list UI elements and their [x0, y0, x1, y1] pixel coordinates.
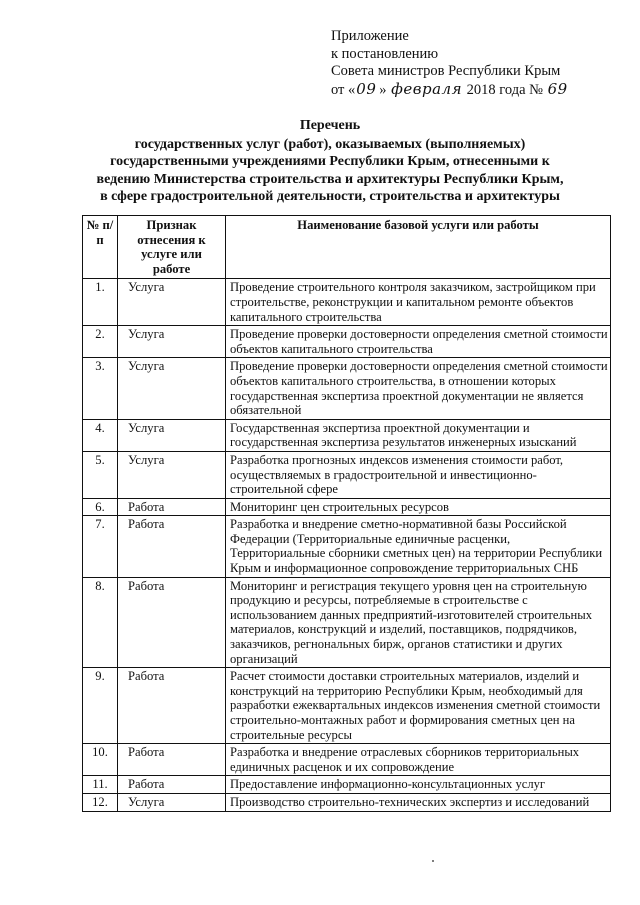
row-number: 10. — [83, 744, 118, 776]
council-name: Совета министров Республики Крым — [331, 63, 561, 79]
table-row — [83, 498, 611, 516]
handwritten-month: февраля — [391, 79, 463, 98]
row-number: 3. — [83, 358, 118, 419]
row-kind: Услуга — [118, 358, 226, 419]
row-name: Проведение проверки достоверности определения сметной стоимости объектов капитального строительства — [226, 326, 611, 358]
services-table — [82, 215, 611, 812]
row-kind: Работа — [118, 776, 226, 794]
title-line-1: государственных услуг (работ), оказываемых (выполняемых) — [134, 136, 526, 152]
date-quote-close: » — [379, 81, 391, 98]
row-number: 6. — [83, 498, 118, 516]
row-name: Государственная экспертиза проектной документации и государственная экспертиза результатов инженерных изысканий — [226, 419, 611, 451]
row-name: Разработка и внедрение сметно-нормативной базы Российской Федерации (Территориальные единичные расценки, Территориальные сборники сметных цен) на территории Республики Крым и информационное сопровождение территориальных СНБ — [226, 516, 611, 577]
row-name: Производство строительно-технических экспертиз и исследований — [226, 793, 611, 811]
table-row — [83, 451, 611, 498]
row-number: 11. — [83, 776, 118, 794]
table-row — [83, 793, 611, 811]
row-name: Предоставление информационно-консультационных услуг — [226, 776, 611, 794]
title-line-3: ведению Министерства строительства и архитектуры Республики Крым, — [96, 171, 564, 187]
row-number: 4. — [83, 419, 118, 451]
row-name: Мониторинг цен строительных ресурсов — [226, 498, 611, 516]
row-number: 7. — [83, 516, 118, 577]
table-row — [83, 279, 611, 326]
row-number: 2. — [83, 326, 118, 358]
row-kind: Работа — [118, 744, 226, 776]
header-number: № п/п — [83, 216, 118, 279]
header-name: Наименование базовой услуги или работы — [226, 216, 611, 279]
table-row — [83, 577, 611, 668]
appendix-label: Приложение — [331, 28, 409, 44]
handwritten-day: 09 — [356, 79, 377, 98]
row-number: 8. — [83, 577, 118, 668]
row-name: Разработка и внедрение отраслевых сборников территориальных единичных расценок и их сопровождение — [226, 744, 611, 776]
table-row — [83, 744, 611, 776]
table-row — [83, 419, 611, 451]
header-kind: Признак отнесения к услуге или работе — [118, 216, 226, 279]
row-name: Разработка прогнозных индексов изменения стоимости работ, осуществляемых в градостроительной и инвестиционно-строительной сфере — [226, 451, 611, 498]
title-line-4: в сфере градостроительной деятельности, строительства и архитектуры — [100, 189, 560, 204]
table-row — [83, 776, 611, 794]
row-number: 1. — [83, 279, 118, 326]
table-row — [83, 358, 611, 419]
row-name: Расчет стоимости доставки строительных материалов, изделий и конструкций на территорию Республики Крым, необходимый для разработки ежеквартальных индексов изменения сметной стоимости строительно-монтажных работ и формирования сметных цен на строительные ресурсы — [226, 668, 611, 744]
table-row — [83, 668, 611, 744]
row-number: 5. — [83, 451, 118, 498]
date-year: 2018 года № — [463, 81, 547, 98]
handwritten-doc-number: 69 — [547, 79, 568, 98]
row-kind: Услуга — [118, 326, 226, 358]
row-kind: Работа — [118, 498, 226, 516]
row-kind: Работа — [118, 668, 226, 744]
row-kind: Услуга — [118, 451, 226, 498]
row-name: Проведение строительного контроля заказчиком, застройщиком при строительстве, реконструкции и капитальном ремонте объектов капитального строительства — [226, 279, 611, 326]
row-name: Мониторинг и регистрация текущего уровня цен на строительную продукцию и ресурсы, потребляемые в строительстве с использованием данных предприятий-изготовителей строительных материалов, конструкций и изделий, поставщиков, подрядчиков, заказчиков, регнональных бирж, органов статистики и других организаций — [226, 577, 611, 668]
date-prefix: от « — [331, 81, 356, 98]
resolution-reference: к постановлению — [331, 45, 439, 62]
row-kind: Услуга — [118, 279, 226, 326]
row-kind: Услуга — [118, 793, 226, 811]
appendix-header — [331, 28, 579, 99]
table-row — [83, 326, 611, 358]
row-name: Проведение проверки достоверности определения сметной стоимости объектов капитального строительства, в отношении которых государственная экспертиза проектной документации не является обязательной — [226, 358, 611, 419]
row-kind: Работа — [118, 516, 226, 577]
document-title — [60, 117, 600, 206]
scan-artifact-dot — [432, 860, 434, 862]
table-header-row — [83, 216, 611, 279]
resolution-date-line — [331, 81, 579, 100]
row-number: 9. — [83, 668, 118, 744]
title-main: Перечень — [299, 118, 361, 133]
title-line-2: государственными учреждениями Республики Крым, отнесенными к — [110, 154, 550, 169]
table-row — [83, 516, 611, 577]
row-number: 12. — [83, 793, 118, 811]
row-kind: Услуга — [118, 419, 226, 451]
row-kind: Работа — [118, 577, 226, 668]
